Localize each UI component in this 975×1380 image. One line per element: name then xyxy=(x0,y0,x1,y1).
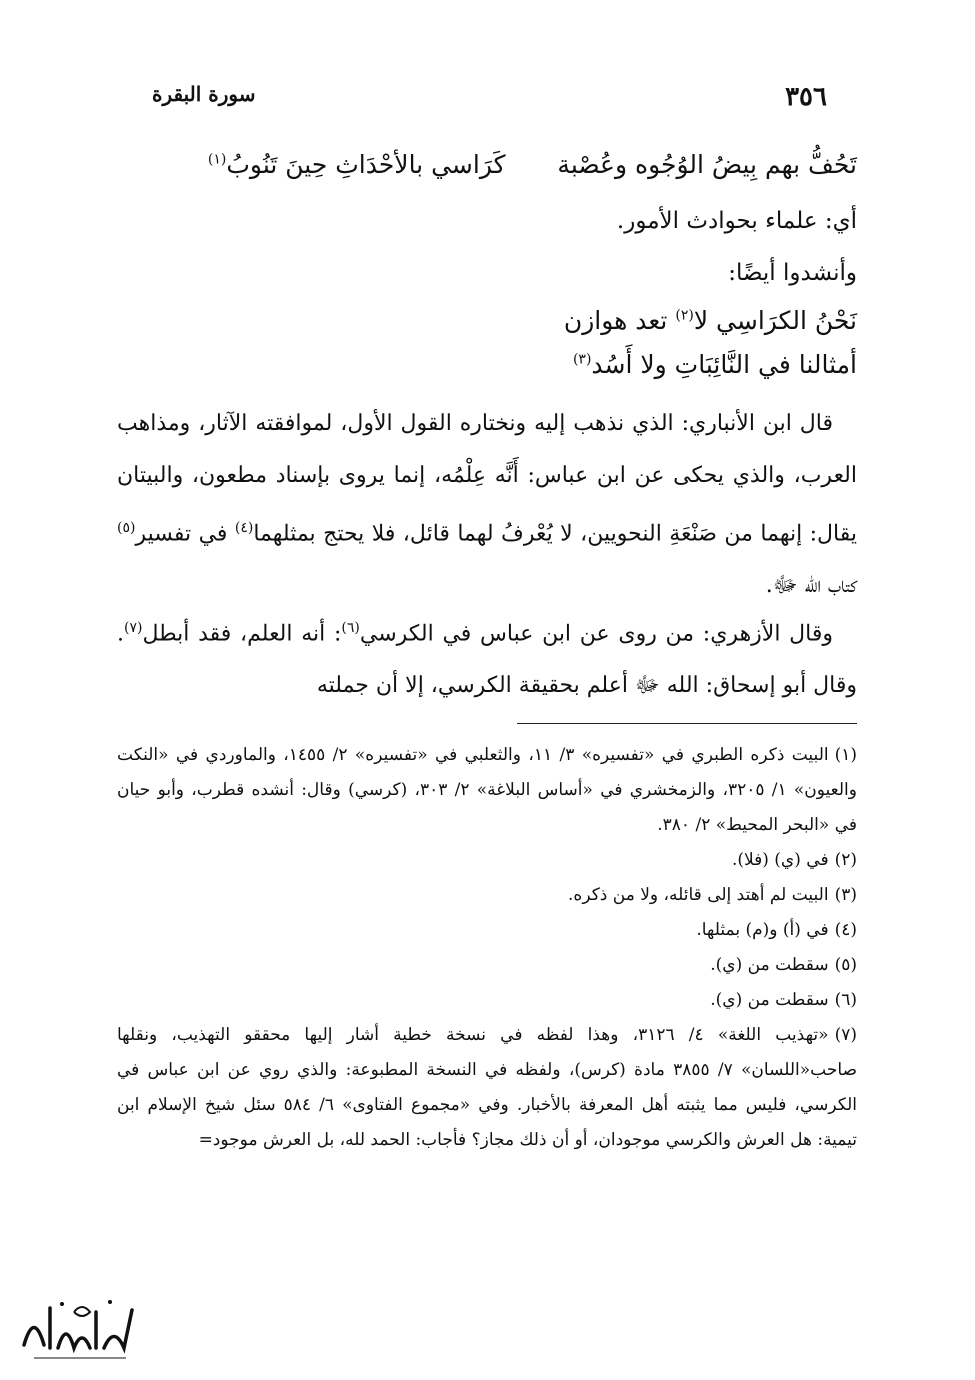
footnote-separator xyxy=(517,723,857,724)
verse-hemistich-1: تَحُفُّ بهم بِيضُ الوُجُوه وعُصْبة xyxy=(557,150,857,179)
paragraph-ibn-alanbari xyxy=(117,398,857,612)
footnote-num: (٣) xyxy=(834,885,857,905)
footnote-1 xyxy=(117,738,857,843)
footnote-text: في (ي) (فلا). xyxy=(731,850,829,870)
footnote-text: في (أ) و(م) بمثلها. xyxy=(696,920,829,940)
para1-text-1: قال ابن الأنباري: الذي نذهب إليه ونختاره القول الأول، لموافقته الآثار، ومذاهب العرب، والذي يحكى عن ابن عباس: أَنَّه عِلْمُه، إنما يروى بإسناد مطعون، والبيتان يقال: إنهما من صَنْعَةِ النحويين، لا يُعْرفُ لهما قائل، فلا يحتج بمثلهما xyxy=(117,411,857,547)
verse3-text: أمثالنا في النَّائِبَاتِ ولا أَسُد xyxy=(591,350,857,379)
footnote-num: (٢) xyxy=(834,850,857,870)
footnote-ref-6: (٦) xyxy=(341,620,360,636)
footnote-ref-2: (٢) xyxy=(675,307,694,324)
footnote-6 xyxy=(117,983,857,1018)
footnote-num: (٧) xyxy=(834,1025,857,1045)
para2-text-1: وقال الأزهري: من روى عن ابن عباس في الكرسي xyxy=(359,621,833,647)
footnote-text: سقطت من (ي). xyxy=(710,990,829,1010)
paragraph-alazhari xyxy=(117,602,857,712)
para2-text-3: . وقال أبو إسحاق: الله ﷻ أعلم بحقيقة الكرسي، إلا أن جملته xyxy=(117,621,857,699)
verse-line-3 xyxy=(117,350,857,379)
verse-line-1 xyxy=(117,150,857,179)
explanation-line: أي: علماء بحوادث الأمور. xyxy=(616,208,857,234)
footnote-num: (٥) xyxy=(834,955,857,975)
verse-line-2 xyxy=(117,306,857,335)
footnote-text: البيت ذكره الطبري في «تفسيره» ٣/ ١١، والثعلبي في «تفسيره» ٢/ ١٤٥٥، والماوردي في «النكت والعيون» ١/ ٣٢٠٥، والزمخشري في «أساس البلاغة» ٢/ ٣٠٣، (كرسي) وقال: أنشده قطرب، وأبو حيان في «البحر المحيط» ٢/ ٣٨٠. xyxy=(117,745,857,835)
footnote-text: «تهذيب اللغة» ٤/ ٣١٢٦، وهذا لفظه في نسخة خطية أشار إليها محققو التهذيب، ونقلها صاحب«اللسان» ٧/ ٣٨٥٥ مادة (كرس)، ولفظه في النسخة المطبوعة: والذي روي عن ابن عباس في الكرسي، فليس مما يثبته أهل المعرفة بالأخبار. وفي «مجموع الفتاوى» ٦/ ٥٨٤ سئل شيخ الإسلام ابن تيمية: هل العرش والكرسي موجودان، أو أن ذلك مجاز؟ فأجاب: الحمد لله، بل العرش موجود= xyxy=(117,1025,858,1150)
footnote-ref-7: (٧) xyxy=(124,620,143,636)
para2-text-2: : أنه العلم، فقد أبطل xyxy=(142,621,342,647)
footnote-num: (٤) xyxy=(834,920,857,940)
footnote-7 xyxy=(117,1018,857,1158)
surah-title: سورة البقرة xyxy=(152,82,256,106)
footnote-ref-4: (٤) xyxy=(234,520,254,536)
footnote-text: سقطت من (ي). xyxy=(710,955,829,975)
footnote-4 xyxy=(117,913,857,948)
intro-line: وأنشدوا أيضًا: xyxy=(728,260,857,286)
footnote-5 xyxy=(117,948,857,983)
footnote-ref-3: (٣) xyxy=(572,351,592,368)
verse-hemistich-2: كَرَاسي بالأحْدَاثِ حِينَ تَنُوبُ xyxy=(226,150,506,179)
footnote-num: (٦) xyxy=(834,990,857,1010)
calligraphy-logo xyxy=(14,1290,144,1370)
para1-text-2: في تفسير xyxy=(135,521,228,547)
footnote-text: البيت لم أهتد إلى قائله، ولا من ذكره. xyxy=(568,885,829,905)
verse2-part1: نَحْنُ الكرَاسِي لا xyxy=(693,306,857,335)
footnote-num: (١) xyxy=(834,745,858,765)
page-number: ٣٥٦ xyxy=(785,82,827,112)
verse2-part2: تعد هوازن xyxy=(563,306,668,335)
footnote-ref-5: (٥) xyxy=(117,520,136,536)
footnote-2 xyxy=(117,843,857,878)
para1-text-3: كتاب الله ﷻ. xyxy=(765,573,857,599)
footnote-ref-1: (١) xyxy=(207,151,227,168)
footnote-3 xyxy=(117,878,857,913)
logo-icon xyxy=(14,1290,144,1370)
footnotes xyxy=(117,738,857,1158)
